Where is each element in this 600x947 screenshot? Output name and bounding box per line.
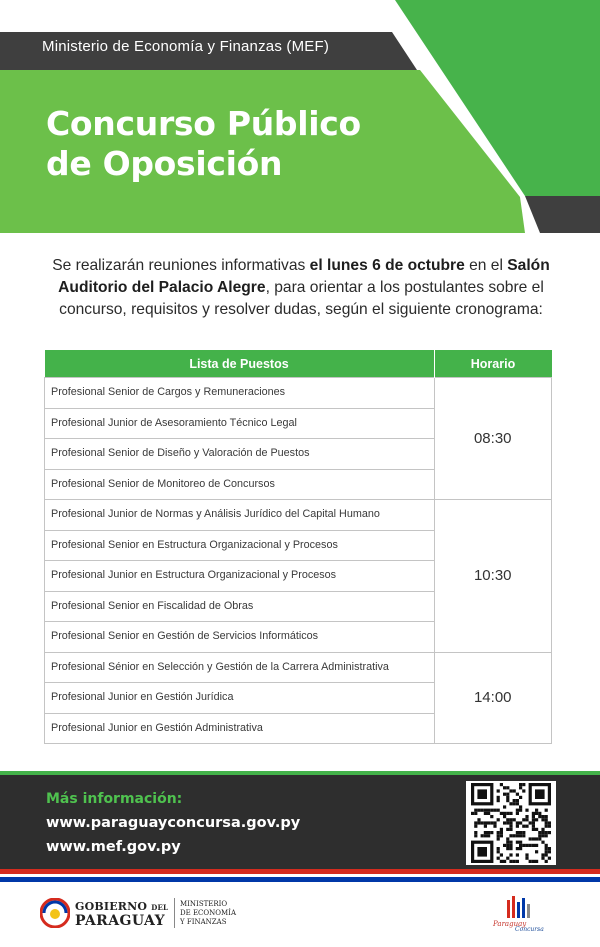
ministry-logo-line: Y FINANZAS bbox=[180, 918, 227, 926]
position-cell: Profesional Junior de Normas y Análisis Jurídico del Capital Humano bbox=[45, 500, 435, 531]
time-cell-0830: 08:30 bbox=[434, 378, 552, 500]
header-banner bbox=[0, 0, 600, 233]
table-row bbox=[45, 378, 552, 409]
intro-part-2: en el bbox=[464, 257, 508, 274]
position-cell: Profesional Senior en Estructura Organizacional y Procesos bbox=[45, 530, 435, 561]
position-cell: Profesional Sénior en Selección y Gestión de la Carrera Administrativa bbox=[45, 652, 435, 683]
position-cell: Profesional Junior de Asesoramiento Técnico Legal bbox=[45, 408, 435, 439]
header-time: Horario bbox=[434, 350, 552, 378]
concursa-text-1: Paraguay bbox=[493, 920, 527, 928]
paraguay-concursa-logo bbox=[493, 892, 543, 936]
footer-band bbox=[0, 771, 600, 869]
ministry-logo-line: MINISTERIO bbox=[180, 900, 228, 908]
gov-text-line1 bbox=[75, 900, 168, 913]
title-line-2: de Oposición bbox=[46, 144, 283, 183]
title-line-1: Concurso Público bbox=[46, 104, 361, 143]
paraguayconcursa-link[interactable]: www.paraguayconcursa.gov.py bbox=[46, 815, 301, 831]
ministry-logo-text bbox=[180, 900, 260, 927]
intro-part-1: Se realizarán reuniones informativas bbox=[52, 257, 310, 274]
intro-date: el lunes 6 de octubre bbox=[309, 257, 465, 274]
more-info-label: Más información: bbox=[46, 791, 183, 807]
position-cell: Profesional Senior de Cargos y Remuneraciones bbox=[45, 378, 435, 409]
paraguay-seal-icon bbox=[40, 898, 70, 928]
gov-text-line2: PARAGUAY bbox=[75, 913, 165, 929]
page-title bbox=[46, 104, 361, 184]
table-row bbox=[45, 652, 552, 683]
position-cell: Profesional Junior en Gestión Administrativa bbox=[45, 713, 435, 744]
position-cell: Profesional Senior en Gestión de Servicios Informáticos bbox=[45, 622, 435, 653]
logo-divider bbox=[174, 898, 175, 928]
position-cell: Profesional Junior en Gestión Jurídica bbox=[45, 683, 435, 714]
position-cell: Profesional Junior en Estructura Organizacional y Procesos bbox=[45, 561, 435, 592]
table-row bbox=[45, 500, 552, 531]
header-positions: Lista de Puestos bbox=[45, 350, 435, 378]
position-cell: Profesional Senior en Fiscalidad de Obras bbox=[45, 591, 435, 622]
qr-code-icon[interactable] bbox=[466, 781, 556, 865]
flag-stripe-blue bbox=[0, 877, 600, 882]
table-header-row bbox=[45, 350, 552, 378]
position-cell: Profesional Senior de Monitoreo de Concursos bbox=[45, 469, 435, 500]
intro-paragraph bbox=[40, 255, 562, 321]
concursa-text-2: Concursa bbox=[515, 926, 544, 933]
ministry-name: Ministerio de Economía y Finanzas (MEF) bbox=[42, 38, 330, 55]
position-cell: Profesional Senior de Diseño y Valoración de Puestos bbox=[45, 439, 435, 470]
intro-part-3: , para orientar a los postulantes sobre el concurso, requisitos y resolver dudas, según el siguiente cronograma: bbox=[59, 279, 544, 318]
schedule-table bbox=[44, 350, 552, 744]
gov-word-del: DEL bbox=[151, 903, 169, 912]
intro-venue: Salón Auditorio del Palacio Alegre bbox=[58, 257, 550, 296]
ministry-logo-line: DE ECONOMÍA bbox=[180, 909, 237, 917]
mef-link[interactable]: www.mef.gov.py bbox=[46, 839, 181, 855]
footer-accent-line bbox=[0, 771, 600, 775]
concursa-bars-icon bbox=[493, 892, 543, 922]
gov-word-gobierno: GOBIERNO bbox=[75, 900, 148, 913]
time-cell-1400: 14:00 bbox=[434, 652, 552, 744]
time-cell-1030: 10:30 bbox=[434, 500, 552, 653]
